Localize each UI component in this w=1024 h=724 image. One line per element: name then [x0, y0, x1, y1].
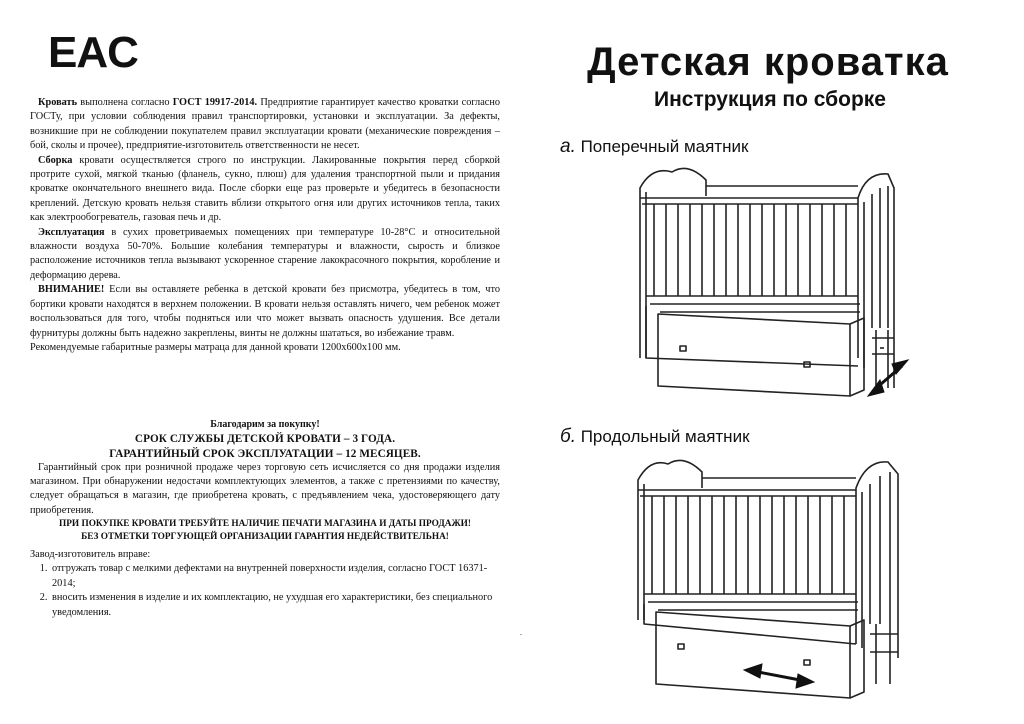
gost-ref: ГОСТ 19917-2014. — [172, 97, 258, 108]
service-life: СРОК СЛУЖБЫ ДЕТСКОЙ КРОВАТИ – 3 ГОДА. — [134, 433, 396, 446]
p1-text-b: Предприятие гарантирует качество кроватки согласно ГОСТу, при условии соблюдения правил транспортировки, установки и эксплуатации. За дефекты, возникшие при не соблюдении покупателем правил эксплуатации кровати (механические повреждения – бой, сколы и прочее), предприятие-изготовитель ответственности не несет. — [30, 97, 500, 152]
page-title: Детская кроватка — [587, 40, 949, 84]
manufacturer-block — [30, 548, 500, 620]
section-a-letter: а. — [560, 136, 576, 157]
list-item: 1. отгружать товар с мелкими дефектами на внутренней поверхности изделия, согласно ГОСТ 16371-2014; — [50, 562, 500, 591]
p4-text: Если вы оставляете ребенка в детской кровати без присмотра, убедитесь в том, что бортики кровати находятся в верхнем положении. В кровати нельзя оставлять ничего, чем ребенок может воспользоваться для того, чтобы подняться или что может вызвать опасность удушения. Все детали фурнитуры должны быть надежно закреплены, винты не должны шататься, во избежание травм. — [30, 284, 500, 339]
section-b-heading — [560, 426, 750, 448]
p2-text: кровати осуществляется строго по инструкции. Лакированные покрытия перед сборкой протрите сухой, мягкой тканью (фланель, сукно, плюш) для удаления транспортной пыли и придания кроватке окончательного внешнего вида. После сборки еще раз проверьте и убедитесь в безопасности креплений. Детскую кровать нельзя ставить вблизи открытого огня или других источников тепла, таких как электрообогреватель, газовая печь и др. — [30, 154, 500, 224]
page-subtitle: Инструкция по сборке — [654, 88, 886, 111]
paragraph-assembly — [30, 154, 500, 226]
eac-logo: EAC — [48, 28, 138, 77]
right-column — [540, 0, 1024, 724]
stray-mark: . — [520, 628, 522, 637]
warranty-block — [30, 418, 500, 544]
swing-direction-arrow — [744, 664, 814, 688]
paragraph-mattress: Рекомендуемые габаритные размеры матраца для данной кровати 1200х600х100 мм. — [30, 341, 401, 353]
label-operation: Эксплуатация — [38, 226, 105, 238]
label-bed: Кровать — [38, 97, 78, 108]
label-attention: ВНИМАНИЕ! — [38, 284, 105, 296]
notice-stamp: ПРИ ПОКУПКЕ КРОВАТИ ТРЕБУЙТЕ НАЛИЧИЕ ПЕЧАТИ МАГАЗИНА И ДАТЫ ПРОДАЖИ! — [59, 519, 471, 530]
manufacturer-heading: Завод-изготовитель вправе: — [30, 549, 151, 560]
left-column — [30, 0, 522, 724]
crib-left-headboard — [640, 168, 706, 358]
warranty-text: Гарантийный срок при розничной продаже через торговую сеть исчисляется со дня продажи изделия магазином. При обнаружении недостачи комплектующих элементов, а также с претензиями по качеству, следует обращаться в магазин, где приобретена кровать, с предъявлением чека, удостоверяющего дату приобретения. — [30, 461, 500, 516]
list-item: 2. вносить изменения в изделие и их комплектацию, не ухудшая его характеристики, без специального уведомления. — [50, 591, 500, 620]
crib-illustration-longitudinal — [628, 448, 918, 710]
p3-text: в сухих проветриваемых помещениях при температуре 10-28°С и относительной влажности воздуха 50-70%. Большие колебания температуры и влажности, сырость и близкое расположение источников тепла вызывают ускоренное старение лакокрасочного покрытия, коробление и деформацию дерева. — [30, 226, 500, 281]
instructions-text — [30, 96, 500, 355]
section-b-title: Продольный маятник — [575, 427, 750, 446]
label-assembly: Сборка — [38, 154, 73, 166]
p1-text-a: выполнена согласно — [77, 97, 173, 108]
manufacturer-list — [30, 562, 500, 620]
warranty-period: ГАРАНТИЙНЫЙ СРОК ЭКСПЛУАТАЦИИ – 12 МЕСЯЦЕВ. — [109, 447, 421, 460]
crib-illustration-transverse — [632, 158, 914, 410]
section-b-letter: б. — [560, 426, 576, 447]
section-a-title: Поперечный маятник — [575, 137, 749, 156]
thanks-line: Благодарим за покупку! — [210, 419, 320, 430]
crib-left-headboard — [638, 460, 702, 620]
paragraph-bed — [30, 96, 500, 154]
crib-drawer — [658, 314, 850, 396]
paragraph-operation — [30, 226, 500, 284]
paragraph-attention — [30, 283, 500, 341]
notice-invalid: БЕЗ ОТМЕТКИ ТОРГУЮЩЕЙ ОРГАНИЗАЦИИ ГАРАНТИЯ НЕДЕЙСТВИТЕЛЬНА! — [81, 532, 449, 543]
crib-drawer — [656, 612, 850, 698]
section-a-heading — [560, 136, 748, 158]
